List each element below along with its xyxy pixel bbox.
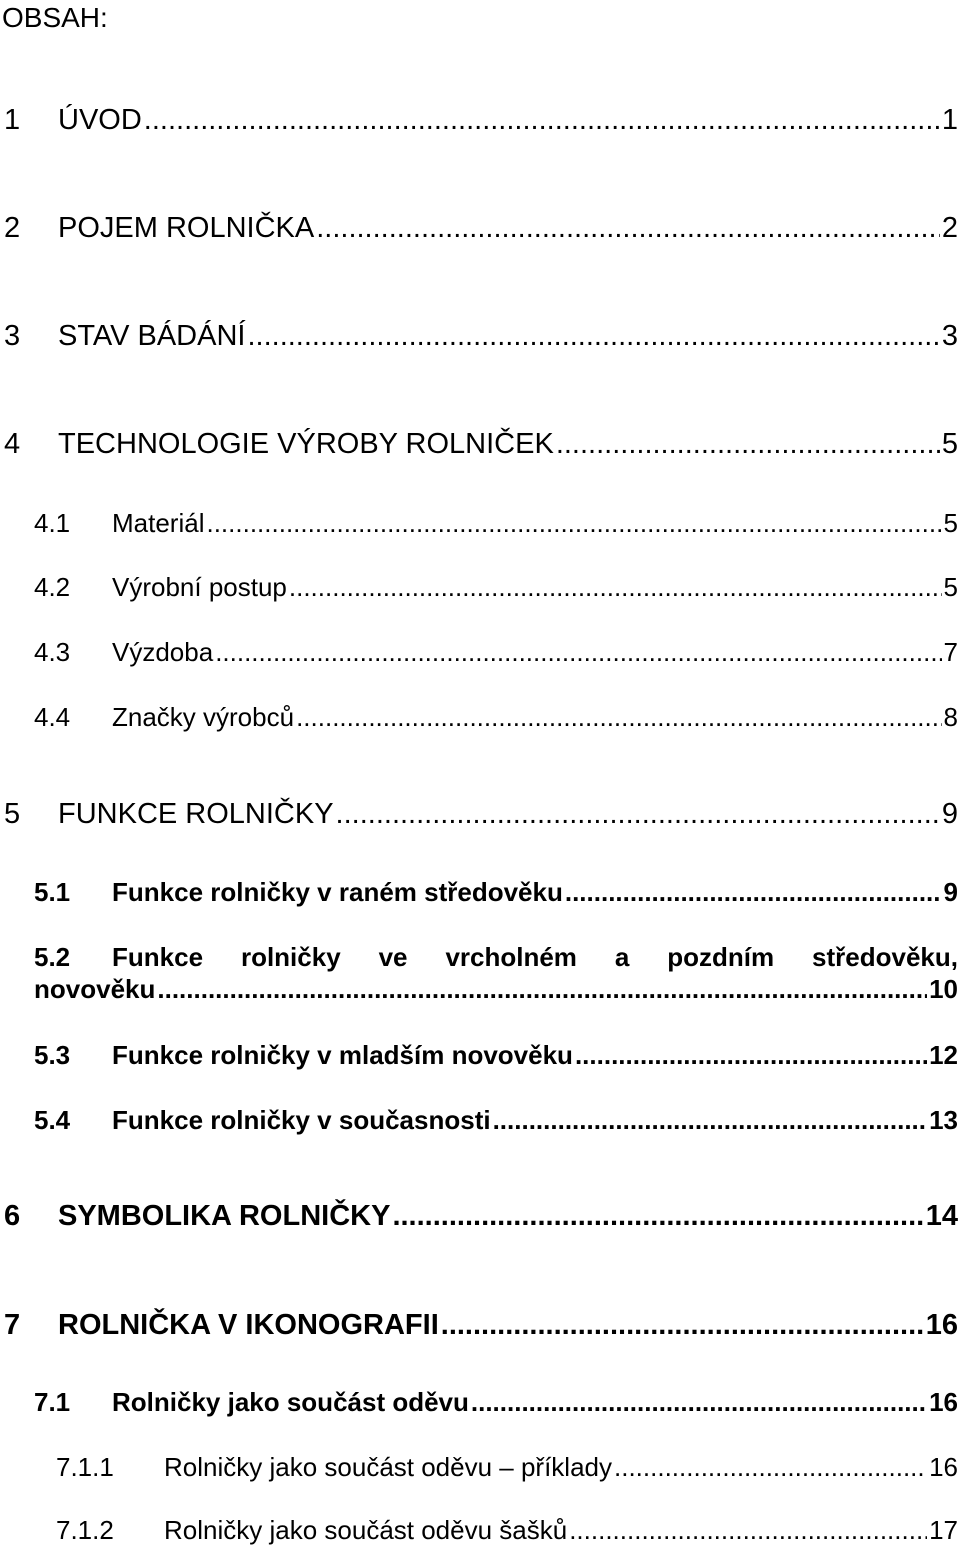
toc-entry-page: 13 — [929, 1105, 958, 1135]
toc-entry-title: ÚVOD — [58, 104, 142, 136]
toc-entry-title-continuation: novověku — [34, 974, 156, 1004]
toc-entry-title: Rolničky jako součást oděvu – příklady — [164, 1452, 613, 1482]
toc-entry-page: 5 — [943, 572, 958, 602]
toc-entry-page: 12 — [929, 1040, 958, 1070]
dot-leader — [289, 572, 942, 603]
toc-entry-page: 5 — [943, 508, 958, 538]
dot-leader — [471, 1387, 927, 1418]
toc-entry-page: 14 — [925, 1200, 958, 1232]
toc-entry-page: 1 — [941, 104, 958, 136]
title-word: středověku, — [812, 942, 958, 972]
toc-entry-5[interactable] — [4, 798, 958, 831]
toc-entry-title: STAV BÁDÁNÍ — [58, 320, 246, 352]
dot-leader — [206, 508, 941, 539]
dot-leader — [565, 877, 942, 908]
toc-entry-7-1-2[interactable] — [56, 1515, 958, 1546]
toc-entry-5-3[interactable] — [34, 1040, 958, 1071]
toc-entry-5-1[interactable] — [34, 877, 958, 908]
toc-entry-number: 5.2 — [34, 942, 71, 972]
dot-leader — [157, 974, 927, 1005]
toc-entry-4[interactable] — [4, 428, 958, 461]
toc-entry-title: ROLNIČKA V IKONOGRAFII — [58, 1309, 439, 1341]
toc-entry-title: Rolničky jako součást oděvu šašků — [164, 1515, 568, 1545]
toc-entry-title: Rolničky jako součást oděvu — [112, 1387, 469, 1417]
toc-entry-page: 17 — [929, 1515, 958, 1545]
toc-entry-page: 7 — [943, 637, 958, 667]
toc-entry-number: 4.1 — [34, 508, 71, 538]
dot-leader — [575, 1040, 927, 1071]
toc-entry-7-1[interactable] — [34, 1387, 958, 1418]
toc-entry-title: Výrobní postup — [112, 572, 287, 602]
toc-entry-title: Materiál — [112, 508, 205, 538]
toc-entry-number: 4.2 — [34, 572, 71, 602]
toc-entry-title: FUNKCE ROLNIČKY — [58, 798, 334, 830]
toc-entry-number: 5 — [4, 798, 21, 830]
title-word: vrcholném — [445, 942, 577, 972]
toc-entry-number: 5.3 — [34, 1040, 71, 1070]
dot-leader — [144, 104, 940, 137]
toc-entry-number: 2 — [4, 212, 21, 244]
toc-entry-3[interactable] — [4, 320, 958, 353]
toc-entry-7[interactable] — [4, 1309, 958, 1342]
dot-leader — [247, 320, 939, 353]
toc-entry-1[interactable] — [4, 104, 958, 137]
toc-entry-number: 3 — [4, 320, 21, 352]
dot-leader — [392, 1200, 923, 1233]
toc-entry-title: POJEM ROLNIČKA — [58, 212, 315, 244]
dot-leader — [215, 637, 941, 668]
toc-entry-title: TECHNOLOGIE VÝROBY ROLNIČEK — [58, 428, 554, 460]
title-word: rolničky — [240, 942, 341, 972]
toc-entry-title — [112, 942, 958, 973]
toc-entry-5-2[interactable] — [34, 942, 958, 973]
toc-entry-title: Funkce rolničky v raném středověku — [112, 877, 563, 907]
toc-entry-5-4[interactable] — [34, 1105, 958, 1136]
toc-entry-page: 16 — [929, 1452, 958, 1482]
toc-entry-number: 5.4 — [34, 1105, 71, 1135]
toc-entry-title: SYMBOLIKA ROLNIČKY — [58, 1200, 391, 1232]
toc-entry-number: 1 — [4, 104, 21, 136]
toc-entry-title: Funkce rolničky v současnosti — [112, 1105, 491, 1135]
toc-entry-page: 2 — [941, 212, 958, 244]
toc-entry-number: 5.1 — [34, 877, 71, 907]
toc-entry-number: 4.3 — [34, 637, 71, 667]
toc-entry-2[interactable] — [4, 212, 958, 245]
toc-entry-4-4[interactable] — [34, 702, 958, 733]
toc-entry-7-1-1[interactable] — [56, 1452, 958, 1483]
toc-entry-page: 10 — [929, 974, 958, 1004]
toc-entry-page: 5 — [941, 428, 958, 460]
toc-entry-number: 7.1.1 — [56, 1452, 114, 1482]
toc-entry-4-1[interactable] — [34, 508, 958, 539]
title-word: a — [614, 942, 630, 972]
dot-leader — [336, 798, 940, 831]
toc-entry-page: 16 — [925, 1309, 958, 1341]
toc-heading: OBSAH: — [2, 2, 108, 33]
toc-entry-title: Výzdoba — [112, 637, 214, 667]
toc-entry-title: Funkce rolničky v mladším novověku — [112, 1040, 573, 1070]
title-word: ve — [378, 942, 408, 972]
toc-entry-page: 16 — [929, 1387, 958, 1417]
toc-entry-number: 7.1 — [34, 1387, 71, 1417]
toc-entry-5-2-continuation[interactable] — [34, 974, 958, 1005]
toc-entry-page: 8 — [943, 702, 958, 732]
toc-entry-page: 9 — [943, 877, 958, 907]
dot-leader — [569, 1515, 927, 1546]
toc-entry-6[interactable] — [4, 1200, 958, 1233]
dot-leader — [316, 212, 940, 245]
toc-entry-page: 3 — [941, 320, 958, 352]
toc-entry-4-2[interactable] — [34, 572, 958, 603]
title-word: Funkce — [112, 942, 204, 972]
toc-entry-number: 7 — [4, 1309, 21, 1341]
toc-entry-number: 7.1.2 — [56, 1515, 114, 1545]
toc-entry-4-3[interactable] — [34, 637, 958, 668]
toc-entry-title: Značky výrobců — [112, 702, 295, 732]
dot-leader — [441, 1309, 924, 1342]
toc-entry-number: 4.4 — [34, 702, 71, 732]
title-word: pozdním — [667, 942, 775, 972]
toc-entry-number: 4 — [4, 428, 21, 460]
dot-leader — [296, 702, 941, 733]
dot-leader — [493, 1105, 928, 1136]
dot-leader — [614, 1452, 927, 1483]
dot-leader — [556, 428, 940, 461]
toc-entry-number: 6 — [4, 1200, 21, 1232]
toc-entry-page: 9 — [941, 798, 958, 830]
